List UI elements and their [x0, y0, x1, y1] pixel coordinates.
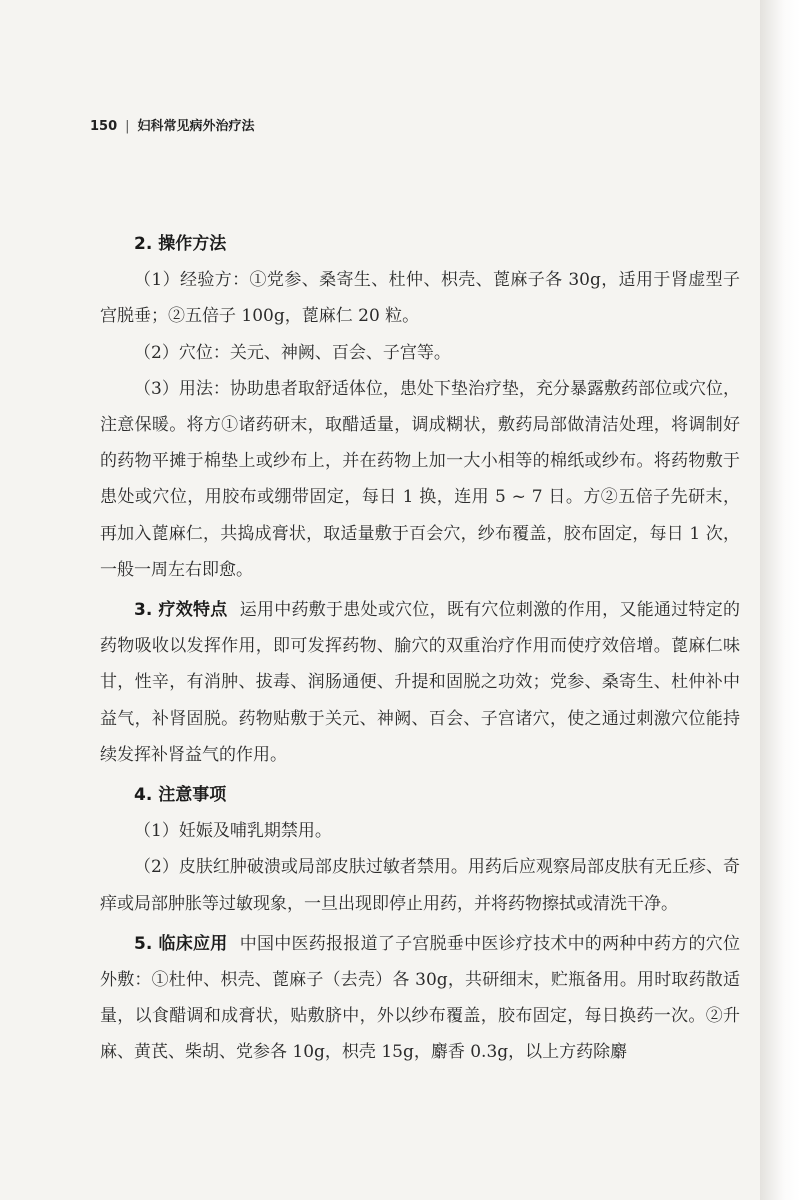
- paragraph-allergy: （2）皮肤红肿破溃或局部皮肤过敏者禁用。用药后应观察局部皮肤有无丘疹、奇痒或局部肿胀等过敏现象，一旦出现即停止用药，并将药物擦拭或清洗干净。: [100, 857, 740, 914]
- paragraph-contraindication: （1）妊娠及哺乳期禁用。: [134, 821, 332, 842]
- running-header: [90, 115, 255, 134]
- paragraph-usage: （3）用法：协助患者取舒适体位，患处下垫治疗垫，充分暴露敷药部位或穴位，注意保暖。将方①诸药研末，取醋适量，调成糊状，敷药局部做清洁处理，将调制好的药物平摊于棉垫上或纱布上，并在药物上加一大小相等的棉纸或纱布。将药物敷于患处或穴位，用胶布或绷带固定，每日 1 换，连用 5 ~ 7 日。方②五倍子先研末，再加入蓖麻仁，共捣成膏状，取适量敷于百会穴，纱布覆盖，胶布固定，每日 1 次，一般一周左右即愈。: [100, 378, 740, 580]
- page-body: [100, 222, 740, 1071]
- section-heading-precautions: [100, 777, 740, 813]
- page-edge: [760, 0, 800, 1200]
- paragraph-clinical: [100, 926, 740, 1071]
- section-title: 5. 临床应用: [134, 933, 228, 954]
- paragraph-acupoints: （2）穴位：关元、神阙、百会、子宫等。: [134, 342, 451, 363]
- section-heading-operation: [100, 226, 740, 262]
- header-separator: |: [125, 119, 130, 134]
- section-title: 2. 操作方法: [134, 234, 227, 254]
- section-body: 中国中医药报报道了子宫脱垂中医诊疗技术中的两种中药方的穴位外敷：①杜仲、枳壳、蓖麻子（去壳）各 30g，共研细末，贮瓶备用。用时取药散适量，以食醋调和成膏状，贴敷脐中，外以纱布覆盖，胶布固定，每日换药一次。②升麻、黄芪、柴胡、党参各 10g，枳壳 15g，麝香 0.3g，以上方药除麝: [100, 933, 740, 1063]
- section-title: 3. 疗效特点: [134, 600, 228, 621]
- page-number: 150: [90, 119, 118, 134]
- section-body: 运用中药敷于患处或穴位，既有穴位刺激的作用，又能通过特定的药物吸收以发挥作用，即可发挥药物、腧穴的双重治疗作用而使疗效倍增。蓖麻仁味甘，性辛，有消肿、拔毒、润肠通便、升提和固脱之功效；党参、桑寄生、杜仲补中益气，补肾固脱。药物贴敷于关元、神阙、百会、子宫诸穴，使之通过刺激穴位能持续发挥补肾益气的作用。: [100, 600, 740, 765]
- section-title: 4. 注意事项: [134, 785, 227, 806]
- paragraph-prescription: （1）经验方：①党参、桑寄生、杜仲、枳壳、蓖麻子各 30g，适用于肾虚型子宫脱垂；②五倍子 100g，蓖麻仁 20 粒。: [100, 270, 740, 327]
- paragraph-efficacy: [100, 592, 740, 773]
- book-title: 妇科常见病外治疗法: [137, 119, 255, 134]
